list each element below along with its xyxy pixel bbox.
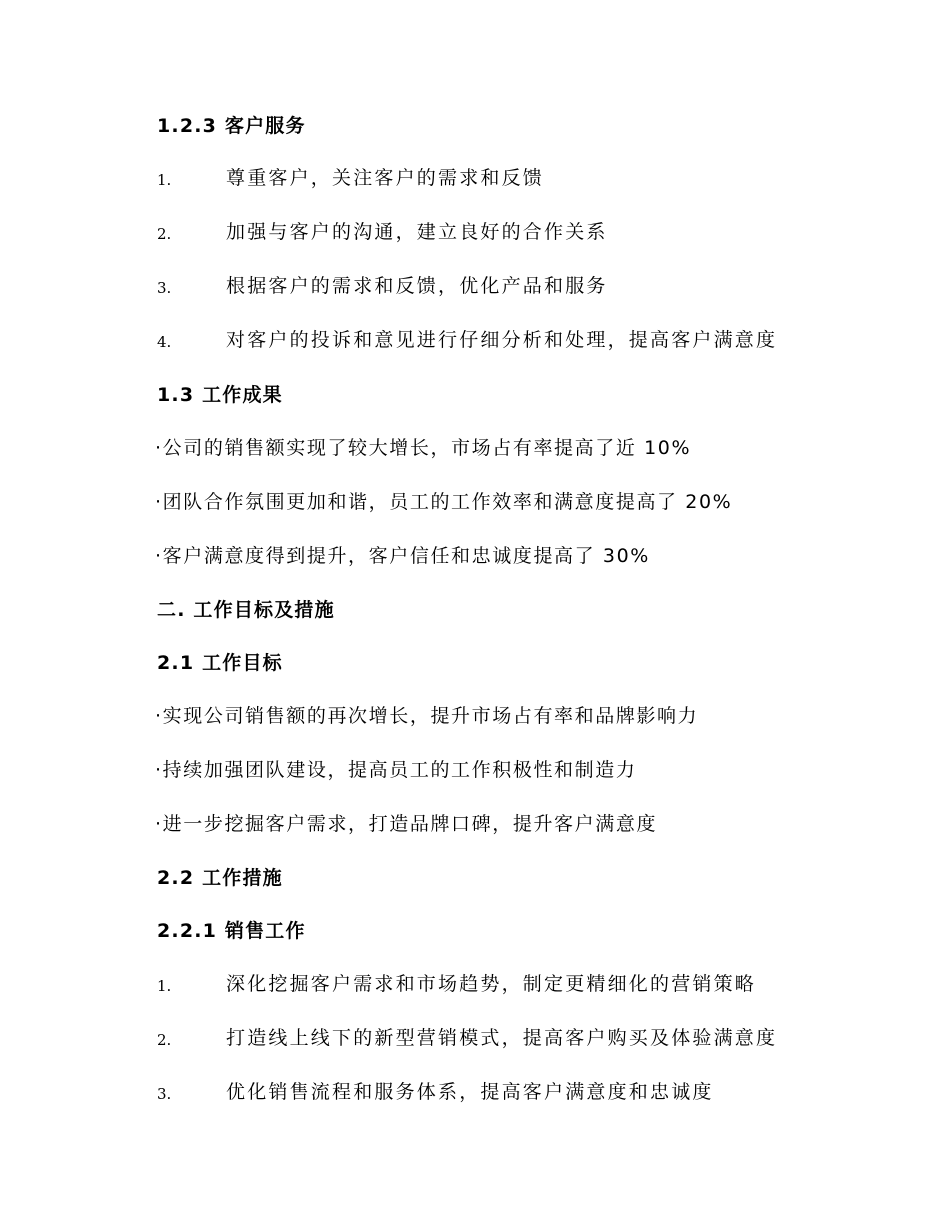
list-number: 2. [157, 225, 172, 243]
list-number: 4. [157, 333, 172, 351]
list-text: 打造线上线下的新型营销模式，提高客户购买及体验满意度 [226, 1027, 778, 1049]
heading-1-3: 1.3 工作成果 [157, 384, 283, 406]
bullet-item: ·持续加强团队建设，提高员工的工作积极性和制造力 [155, 759, 637, 781]
heading-2-2: 2.2 工作措施 [157, 867, 283, 889]
heading-2-2-1: 2.2.1 销售工作 [157, 920, 306, 942]
list-text: 对客户的投诉和意见进行仔细分析和处理，提高客户满意度 [226, 329, 778, 351]
bullet-item: ·公司的销售额实现了较大增长，市场占有率提高了近 10% [155, 437, 692, 459]
list-text: 优化销售流程和服务体系，提高客户满意度和忠诚度 [226, 1081, 714, 1103]
list-number: 2. [157, 1031, 172, 1049]
list-number: 3. [157, 279, 172, 297]
heading-1-2-3: 1.2.3 客户服务 [157, 115, 306, 137]
list-text: 根据客户的需求和反馈，优化产品和服务 [226, 275, 608, 297]
list-number: 1. [157, 171, 172, 189]
list-text: 加强与客户的沟通，建立良好的合作关系 [226, 221, 608, 243]
bullet-item: ·进一步挖掘客户需求，打造品牌口碑，提升客户满意度 [155, 813, 658, 835]
list-text: 尊重客户，关注客户的需求和反馈 [226, 167, 545, 189]
list-text: 深化挖掘客户需求和市场趋势，制定更精细化的营销策略 [226, 973, 757, 995]
bullet-item: ·实现公司销售额的再次增长，提升市场占有率和品牌影响力 [155, 705, 699, 727]
list-number: 1. [157, 977, 172, 995]
heading-2: 二. 工作目标及措施 [157, 599, 335, 621]
list-number: 3. [157, 1085, 172, 1103]
bullet-item: ·团队合作氛围更加和谐，员工的工作效率和满意度提高了 20% [155, 491, 733, 513]
heading-2-1: 2.1 工作目标 [157, 652, 283, 674]
bullet-item: ·客户满意度得到提升，客户信任和忠诚度提高了 30% [155, 545, 650, 567]
